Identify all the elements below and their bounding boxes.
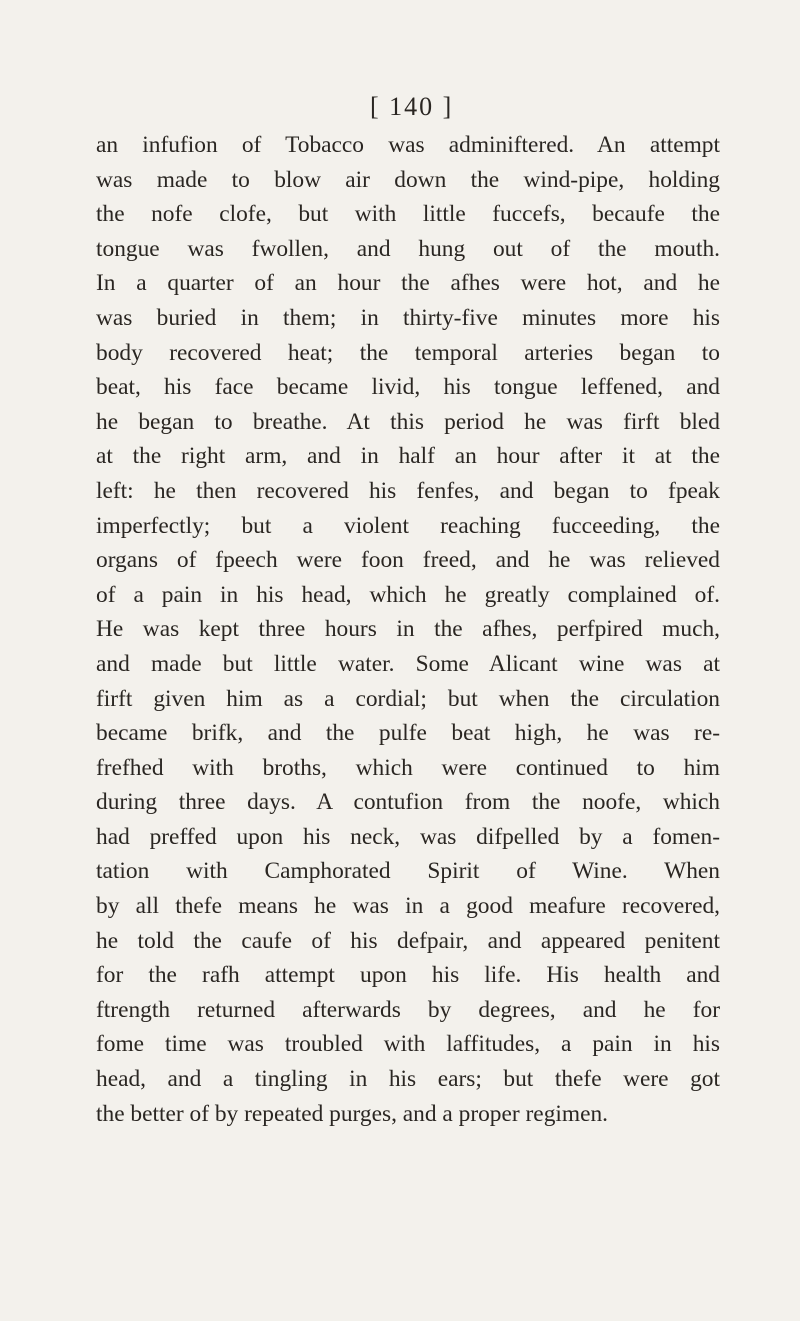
page-number: [ 140 ] <box>370 92 454 121</box>
text-line: organs of fpeech were foon freed, and he was relieved <box>96 547 720 574</box>
text-line: beat, his face became livid, his tongue leffened, and <box>96 374 720 401</box>
text-line: ftrength returned afterwards by degrees, and he for <box>96 996 720 1023</box>
text-line: for the rafh attempt upon his life. His health and <box>96 962 720 989</box>
text-line: became brifk, and the pulfe beat high, he was re- <box>96 720 720 747</box>
text-line: had preffed upon his neck, was difpelled by a fomen- <box>96 823 720 850</box>
text-line: the better of by repeated purges, and a proper regimen. <box>96 1100 609 1127</box>
text-line: tation with Camphorated Spirit of Wine. When <box>96 858 720 885</box>
text-line: firft given him as a cordial; but when the circulation <box>96 685 720 712</box>
text-line: the nofe clofe, but with little fuccefs, becaufe the <box>96 201 720 228</box>
text-line: was made to blow air down the wind-pipe, holding <box>96 166 720 193</box>
text-line: by all thefe means he was in a good meafure recovered, <box>96 893 720 920</box>
text-line: left: he then recovered his fenfes, and began to fpeak <box>96 477 720 504</box>
text-line: He was kept three hours in the afhes, perfpired much, <box>96 616 720 643</box>
text-line: head, and a tingling in his ears; but thefe were got <box>96 1066 720 1093</box>
text-line: body recovered heat; the temporal arteries began to <box>96 339 720 366</box>
text-line: was buried in them; in thirty-five minutes more his <box>96 304 720 331</box>
body-text <box>96 128 720 1131</box>
text-line: imperfectly; but a violent reaching fucceeding, the <box>96 512 720 539</box>
text-line: tongue was fwollen, and hung out of the mouth. <box>96 235 720 262</box>
text-line: at the right arm, and in half an hour after it at the <box>96 443 720 470</box>
text-line: during three days. A contufion from the noofe, which <box>96 789 720 816</box>
text-line: and made but little water. Some Alicant wine was at <box>96 650 720 677</box>
text-line: In a quarter of an hour the afhes were hot, and he <box>96 270 720 297</box>
text-line: an infufion of Tobacco was adminiftered. An attempt <box>96 132 720 158</box>
text-line: fome time was troubled with laffitudes, a pain in his <box>96 1031 720 1058</box>
text-line: he began to breathe. At this period he was firft bled <box>96 408 720 435</box>
text-line: of a pain in his head, which he greatly complained of. <box>96 581 720 608</box>
text-line: frefhed with broths, which were continued to him <box>96 754 720 781</box>
text-line: he told the caufe of his defpair, and appeared penitent <box>96 927 720 954</box>
